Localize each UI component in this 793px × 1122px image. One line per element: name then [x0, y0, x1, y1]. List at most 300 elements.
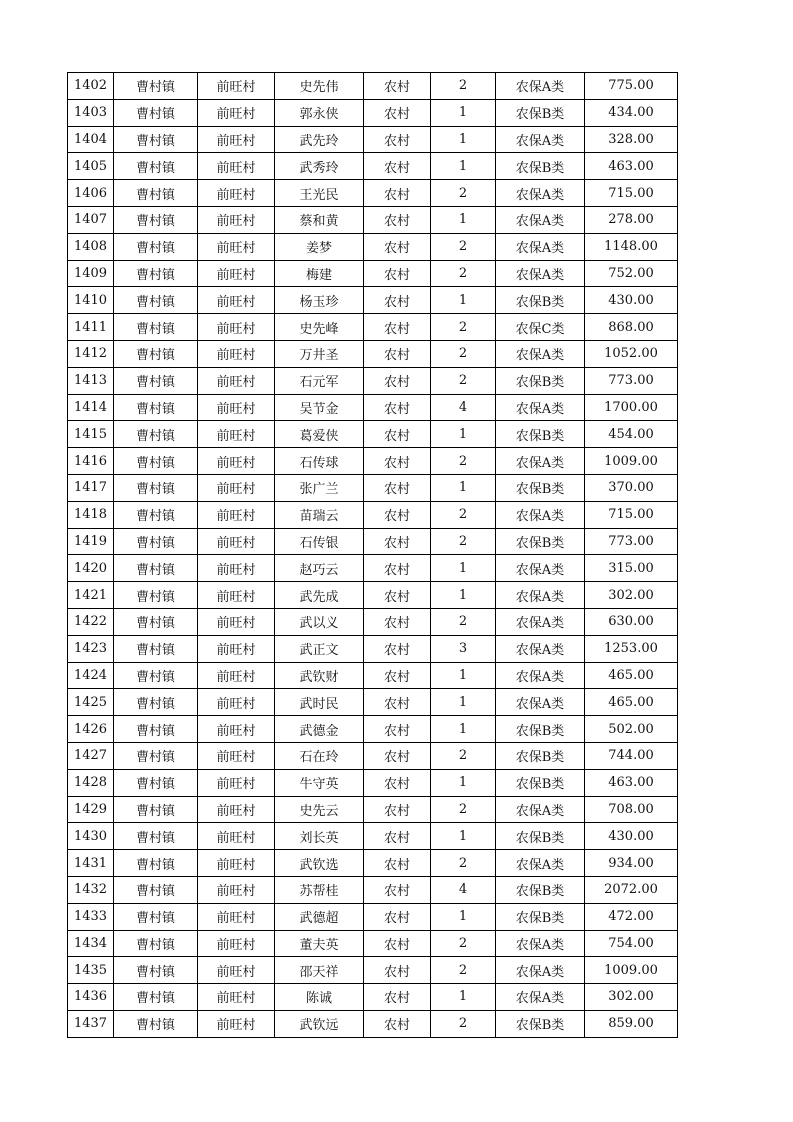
- table-row: [68, 1010, 678, 1037]
- village-cell: 前旺村: [198, 394, 275, 421]
- town-cell: 曹村镇: [114, 930, 198, 957]
- amount-cell: 463.00: [585, 769, 678, 796]
- serial-number-cell: 1422: [68, 608, 114, 635]
- insurance-category-cell: 农保A类: [496, 73, 585, 100]
- insurance-category-cell: 农保A类: [496, 984, 585, 1011]
- amount-cell: 934.00: [585, 850, 678, 877]
- amount-cell: 715.00: [585, 501, 678, 528]
- town-cell: 曹村镇: [114, 1010, 198, 1037]
- town-cell: 曹村镇: [114, 662, 198, 689]
- town-cell: 曹村镇: [114, 126, 198, 153]
- table-row: [68, 394, 678, 421]
- town-cell: 曹村镇: [114, 340, 198, 367]
- amount-cell: 430.00: [585, 287, 678, 314]
- town-cell: 曹村镇: [114, 823, 198, 850]
- insurance-category-cell: 农保A类: [496, 850, 585, 877]
- household-size-cell: 3: [431, 635, 496, 662]
- household-size-cell: 1: [431, 662, 496, 689]
- name-cell: 史先伟: [275, 73, 364, 100]
- amount-cell: 454.00: [585, 421, 678, 448]
- amount-cell: 1700.00: [585, 394, 678, 421]
- table-row: [68, 555, 678, 582]
- name-cell: 姜梦: [275, 233, 364, 260]
- insurance-category-cell: 农保A类: [496, 260, 585, 287]
- household-size-cell: 1: [431, 287, 496, 314]
- household-type-cell: 农村: [364, 716, 431, 743]
- town-cell: 曹村镇: [114, 180, 198, 207]
- name-cell: 邵天祥: [275, 957, 364, 984]
- serial-number-cell: 1418: [68, 501, 114, 528]
- town-cell: 曹村镇: [114, 528, 198, 555]
- table-row: [68, 716, 678, 743]
- amount-cell: 302.00: [585, 582, 678, 609]
- serial-number-cell: 1421: [68, 582, 114, 609]
- insurance-category-cell: 农保A类: [496, 689, 585, 716]
- insurance-category-cell: 农保B类: [496, 474, 585, 501]
- table-row: [68, 448, 678, 475]
- serial-number-cell: 1403: [68, 99, 114, 126]
- household-size-cell: 1: [431, 716, 496, 743]
- household-type-cell: 农村: [364, 555, 431, 582]
- town-cell: 曹村镇: [114, 394, 198, 421]
- table-row: [68, 180, 678, 207]
- name-cell: 王光民: [275, 180, 364, 207]
- table-row: [68, 421, 678, 448]
- insurance-category-cell: 农保A类: [496, 126, 585, 153]
- household-size-cell: 1: [431, 769, 496, 796]
- household-size-cell: 2: [431, 501, 496, 528]
- village-cell: 前旺村: [198, 99, 275, 126]
- serial-number-cell: 1433: [68, 903, 114, 930]
- household-type-cell: 农村: [364, 769, 431, 796]
- insurance-category-cell: 农保B类: [496, 1010, 585, 1037]
- table-row: [68, 903, 678, 930]
- household-type-cell: 农村: [364, 340, 431, 367]
- household-type-cell: 农村: [364, 287, 431, 314]
- serial-number-cell: 1407: [68, 206, 114, 233]
- household-type-cell: 农村: [364, 180, 431, 207]
- village-cell: 前旺村: [198, 742, 275, 769]
- serial-number-cell: 1436: [68, 984, 114, 1011]
- household-size-cell: 2: [431, 742, 496, 769]
- household-type-cell: 农村: [364, 314, 431, 341]
- table-row: [68, 260, 678, 287]
- insurance-category-cell: 农保A类: [496, 180, 585, 207]
- name-cell: 苗瑞云: [275, 501, 364, 528]
- serial-number-cell: 1435: [68, 957, 114, 984]
- serial-number-cell: 1409: [68, 260, 114, 287]
- village-cell: 前旺村: [198, 367, 275, 394]
- table-row: [68, 957, 678, 984]
- table-row: [68, 769, 678, 796]
- household-type-cell: 农村: [364, 582, 431, 609]
- name-cell: 石传球: [275, 448, 364, 475]
- household-type-cell: 农村: [364, 662, 431, 689]
- amount-cell: 775.00: [585, 73, 678, 100]
- serial-number-cell: 1411: [68, 314, 114, 341]
- insurance-category-cell: 农保C类: [496, 314, 585, 341]
- village-cell: 前旺村: [198, 823, 275, 850]
- amount-cell: 465.00: [585, 662, 678, 689]
- household-type-cell: 农村: [364, 474, 431, 501]
- insurance-category-cell: 农保B类: [496, 153, 585, 180]
- name-cell: 刘长英: [275, 823, 364, 850]
- village-cell: 前旺村: [198, 153, 275, 180]
- household-size-cell: 1: [431, 984, 496, 1011]
- village-cell: 前旺村: [198, 689, 275, 716]
- insurance-category-cell: 农保A类: [496, 501, 585, 528]
- household-size-cell: 1: [431, 206, 496, 233]
- village-cell: 前旺村: [198, 957, 275, 984]
- name-cell: 武钦选: [275, 850, 364, 877]
- amount-cell: 434.00: [585, 99, 678, 126]
- name-cell: 杨玉珍: [275, 287, 364, 314]
- amount-cell: 1009.00: [585, 957, 678, 984]
- amount-cell: 1148.00: [585, 233, 678, 260]
- name-cell: 石在玲: [275, 742, 364, 769]
- amount-cell: 2072.00: [585, 876, 678, 903]
- village-cell: 前旺村: [198, 635, 275, 662]
- village-cell: 前旺村: [198, 180, 275, 207]
- table-row: [68, 662, 678, 689]
- household-type-cell: 农村: [364, 99, 431, 126]
- amount-cell: 1253.00: [585, 635, 678, 662]
- household-type-cell: 农村: [364, 1010, 431, 1037]
- insurance-category-cell: 农保A类: [496, 555, 585, 582]
- name-cell: 苏帮桂: [275, 876, 364, 903]
- household-size-cell: 2: [431, 930, 496, 957]
- serial-number-cell: 1413: [68, 367, 114, 394]
- amount-cell: 328.00: [585, 126, 678, 153]
- serial-number-cell: 1402: [68, 73, 114, 100]
- household-type-cell: 农村: [364, 233, 431, 260]
- serial-number-cell: 1424: [68, 662, 114, 689]
- amount-cell: 773.00: [585, 528, 678, 555]
- insurance-category-cell: 农保B类: [496, 367, 585, 394]
- amount-cell: 715.00: [585, 180, 678, 207]
- serial-number-cell: 1419: [68, 528, 114, 555]
- table-row: [68, 340, 678, 367]
- village-cell: 前旺村: [198, 903, 275, 930]
- table-row: [68, 206, 678, 233]
- amount-cell: 315.00: [585, 555, 678, 582]
- household-size-cell: 2: [431, 73, 496, 100]
- household-size-cell: 2: [431, 314, 496, 341]
- town-cell: 曹村镇: [114, 903, 198, 930]
- village-cell: 前旺村: [198, 608, 275, 635]
- table-row: [68, 608, 678, 635]
- insurance-category-cell: 农保B类: [496, 528, 585, 555]
- village-cell: 前旺村: [198, 876, 275, 903]
- table-row: [68, 99, 678, 126]
- table-row: [68, 984, 678, 1011]
- table-row: [68, 635, 678, 662]
- household-type-cell: 农村: [364, 876, 431, 903]
- insurance-category-cell: 农保B类: [496, 421, 585, 448]
- name-cell: 张广兰: [275, 474, 364, 501]
- amount-cell: 744.00: [585, 742, 678, 769]
- village-cell: 前旺村: [198, 421, 275, 448]
- town-cell: 曹村镇: [114, 582, 198, 609]
- household-size-cell: 2: [431, 367, 496, 394]
- village-cell: 前旺村: [198, 930, 275, 957]
- household-size-cell: 1: [431, 474, 496, 501]
- town-cell: 曹村镇: [114, 287, 198, 314]
- household-type-cell: 农村: [364, 367, 431, 394]
- amount-cell: 1052.00: [585, 340, 678, 367]
- town-cell: 曹村镇: [114, 850, 198, 877]
- serial-number-cell: 1406: [68, 180, 114, 207]
- village-cell: 前旺村: [198, 126, 275, 153]
- town-cell: 曹村镇: [114, 448, 198, 475]
- amount-cell: 754.00: [585, 930, 678, 957]
- name-cell: 葛爱侠: [275, 421, 364, 448]
- amount-cell: 278.00: [585, 206, 678, 233]
- household-type-cell: 农村: [364, 823, 431, 850]
- town-cell: 曹村镇: [114, 635, 198, 662]
- serial-number-cell: 1408: [68, 233, 114, 260]
- town-cell: 曹村镇: [114, 796, 198, 823]
- household-size-cell: 1: [431, 153, 496, 180]
- household-size-cell: 2: [431, 340, 496, 367]
- serial-number-cell: 1437: [68, 1010, 114, 1037]
- town-cell: 曹村镇: [114, 421, 198, 448]
- name-cell: 牛守英: [275, 769, 364, 796]
- household-type-cell: 农村: [364, 742, 431, 769]
- table-row: [68, 528, 678, 555]
- household-size-cell: 1: [431, 99, 496, 126]
- household-size-cell: 1: [431, 689, 496, 716]
- village-cell: 前旺村: [198, 501, 275, 528]
- insurance-category-cell: 农保B类: [496, 823, 585, 850]
- town-cell: 曹村镇: [114, 99, 198, 126]
- serial-number-cell: 1431: [68, 850, 114, 877]
- name-cell: 武钦财: [275, 662, 364, 689]
- name-cell: 武德超: [275, 903, 364, 930]
- village-cell: 前旺村: [198, 287, 275, 314]
- village-cell: 前旺村: [198, 555, 275, 582]
- serial-number-cell: 1427: [68, 742, 114, 769]
- amount-cell: 630.00: [585, 608, 678, 635]
- household-size-cell: 4: [431, 876, 496, 903]
- insurance-category-cell: 农保A类: [496, 608, 585, 635]
- name-cell: 武钦远: [275, 1010, 364, 1037]
- serial-number-cell: 1426: [68, 716, 114, 743]
- town-cell: 曹村镇: [114, 260, 198, 287]
- household-type-cell: 农村: [364, 153, 431, 180]
- table-row: [68, 287, 678, 314]
- serial-number-cell: 1417: [68, 474, 114, 501]
- amount-cell: 752.00: [585, 260, 678, 287]
- amount-cell: 773.00: [585, 367, 678, 394]
- insurance-category-cell: 农保A类: [496, 930, 585, 957]
- household-size-cell: 1: [431, 126, 496, 153]
- name-cell: 赵巧云: [275, 555, 364, 582]
- name-cell: 蔡和黄: [275, 206, 364, 233]
- household-type-cell: 农村: [364, 957, 431, 984]
- village-cell: 前旺村: [198, 1010, 275, 1037]
- table-row: [68, 876, 678, 903]
- insurance-category-cell: 农保A类: [496, 582, 585, 609]
- insurance-category-cell: 农保A类: [496, 340, 585, 367]
- household-type-cell: 农村: [364, 930, 431, 957]
- insurance-category-cell: 农保B类: [496, 903, 585, 930]
- table-row: [68, 73, 678, 100]
- name-cell: 武先玲: [275, 126, 364, 153]
- household-size-cell: 2: [431, 528, 496, 555]
- serial-number-cell: 1425: [68, 689, 114, 716]
- household-type-cell: 农村: [364, 260, 431, 287]
- household-type-cell: 农村: [364, 421, 431, 448]
- household-type-cell: 农村: [364, 448, 431, 475]
- town-cell: 曹村镇: [114, 716, 198, 743]
- serial-number-cell: 1415: [68, 421, 114, 448]
- household-size-cell: 2: [431, 260, 496, 287]
- household-type-cell: 农村: [364, 903, 431, 930]
- name-cell: 武先成: [275, 582, 364, 609]
- household-type-cell: 农村: [364, 796, 431, 823]
- household-size-cell: 2: [431, 850, 496, 877]
- household-type-cell: 农村: [364, 73, 431, 100]
- town-cell: 曹村镇: [114, 474, 198, 501]
- town-cell: 曹村镇: [114, 501, 198, 528]
- household-size-cell: 2: [431, 796, 496, 823]
- name-cell: 史先峰: [275, 314, 364, 341]
- town-cell: 曹村镇: [114, 73, 198, 100]
- amount-cell: 1009.00: [585, 448, 678, 475]
- table-row: [68, 153, 678, 180]
- household-type-cell: 农村: [364, 528, 431, 555]
- serial-number-cell: 1434: [68, 930, 114, 957]
- household-type-cell: 农村: [364, 608, 431, 635]
- amount-cell: 859.00: [585, 1010, 678, 1037]
- name-cell: 梅建: [275, 260, 364, 287]
- name-cell: 武时民: [275, 689, 364, 716]
- household-size-cell: 1: [431, 903, 496, 930]
- village-cell: 前旺村: [198, 582, 275, 609]
- name-cell: 石传银: [275, 528, 364, 555]
- amount-cell: 430.00: [585, 823, 678, 850]
- household-size-cell: 1: [431, 582, 496, 609]
- amount-cell: 472.00: [585, 903, 678, 930]
- town-cell: 曹村镇: [114, 153, 198, 180]
- household-size-cell: 2: [431, 608, 496, 635]
- amount-cell: 708.00: [585, 796, 678, 823]
- amount-cell: 302.00: [585, 984, 678, 1011]
- household-type-cell: 农村: [364, 206, 431, 233]
- town-cell: 曹村镇: [114, 555, 198, 582]
- serial-number-cell: 1420: [68, 555, 114, 582]
- town-cell: 曹村镇: [114, 367, 198, 394]
- table-row: [68, 314, 678, 341]
- village-cell: 前旺村: [198, 260, 275, 287]
- serial-number-cell: 1428: [68, 769, 114, 796]
- household-size-cell: 2: [431, 233, 496, 260]
- serial-number-cell: 1410: [68, 287, 114, 314]
- village-cell: 前旺村: [198, 73, 275, 100]
- table-row: [68, 501, 678, 528]
- household-type-cell: 农村: [364, 635, 431, 662]
- relief-roster-table: [67, 72, 678, 1038]
- town-cell: 曹村镇: [114, 314, 198, 341]
- village-cell: 前旺村: [198, 850, 275, 877]
- table-row: [68, 742, 678, 769]
- village-cell: 前旺村: [198, 474, 275, 501]
- village-cell: 前旺村: [198, 340, 275, 367]
- name-cell: 武秀玲: [275, 153, 364, 180]
- household-size-cell: 2: [431, 1010, 496, 1037]
- table-row: [68, 233, 678, 260]
- amount-cell: 465.00: [585, 689, 678, 716]
- table-row: [68, 796, 678, 823]
- household-type-cell: 农村: [364, 501, 431, 528]
- serial-number-cell: 1416: [68, 448, 114, 475]
- village-cell: 前旺村: [198, 206, 275, 233]
- village-cell: 前旺村: [198, 769, 275, 796]
- serial-number-cell: 1414: [68, 394, 114, 421]
- town-cell: 曹村镇: [114, 608, 198, 635]
- household-type-cell: 农村: [364, 689, 431, 716]
- insurance-category-cell: 农保A类: [496, 206, 585, 233]
- insurance-category-cell: 农保B类: [496, 769, 585, 796]
- name-cell: 万井圣: [275, 340, 364, 367]
- amount-cell: 463.00: [585, 153, 678, 180]
- table-row: [68, 126, 678, 153]
- name-cell: 吴节金: [275, 394, 364, 421]
- serial-number-cell: 1430: [68, 823, 114, 850]
- household-type-cell: 农村: [364, 850, 431, 877]
- town-cell: 曹村镇: [114, 769, 198, 796]
- table-row: [68, 930, 678, 957]
- name-cell: 郭永侠: [275, 99, 364, 126]
- insurance-category-cell: 农保B类: [496, 742, 585, 769]
- household-size-cell: 1: [431, 421, 496, 448]
- insurance-category-cell: 农保A类: [496, 796, 585, 823]
- insurance-category-cell: 农保A类: [496, 448, 585, 475]
- town-cell: 曹村镇: [114, 689, 198, 716]
- household-size-cell: 1: [431, 823, 496, 850]
- insurance-category-cell: 农保A类: [496, 662, 585, 689]
- serial-number-cell: 1405: [68, 153, 114, 180]
- name-cell: 石元军: [275, 367, 364, 394]
- insurance-category-cell: 农保A类: [496, 233, 585, 260]
- name-cell: 史先云: [275, 796, 364, 823]
- amount-cell: 868.00: [585, 314, 678, 341]
- table-row: [68, 850, 678, 877]
- insurance-category-cell: 农保B类: [496, 716, 585, 743]
- town-cell: 曹村镇: [114, 876, 198, 903]
- table-row: [68, 367, 678, 394]
- name-cell: 武以义: [275, 608, 364, 635]
- insurance-category-cell: 农保B类: [496, 99, 585, 126]
- name-cell: 董夫英: [275, 930, 364, 957]
- household-type-cell: 农村: [364, 394, 431, 421]
- name-cell: 陈诚: [275, 984, 364, 1011]
- town-cell: 曹村镇: [114, 957, 198, 984]
- village-cell: 前旺村: [198, 716, 275, 743]
- village-cell: 前旺村: [198, 528, 275, 555]
- table-row: [68, 474, 678, 501]
- village-cell: 前旺村: [198, 448, 275, 475]
- table-row: [68, 823, 678, 850]
- household-size-cell: 2: [431, 180, 496, 207]
- household-type-cell: 农村: [364, 984, 431, 1011]
- serial-number-cell: 1429: [68, 796, 114, 823]
- household-size-cell: 2: [431, 957, 496, 984]
- household-size-cell: 4: [431, 394, 496, 421]
- amount-cell: 370.00: [585, 474, 678, 501]
- village-cell: 前旺村: [198, 314, 275, 341]
